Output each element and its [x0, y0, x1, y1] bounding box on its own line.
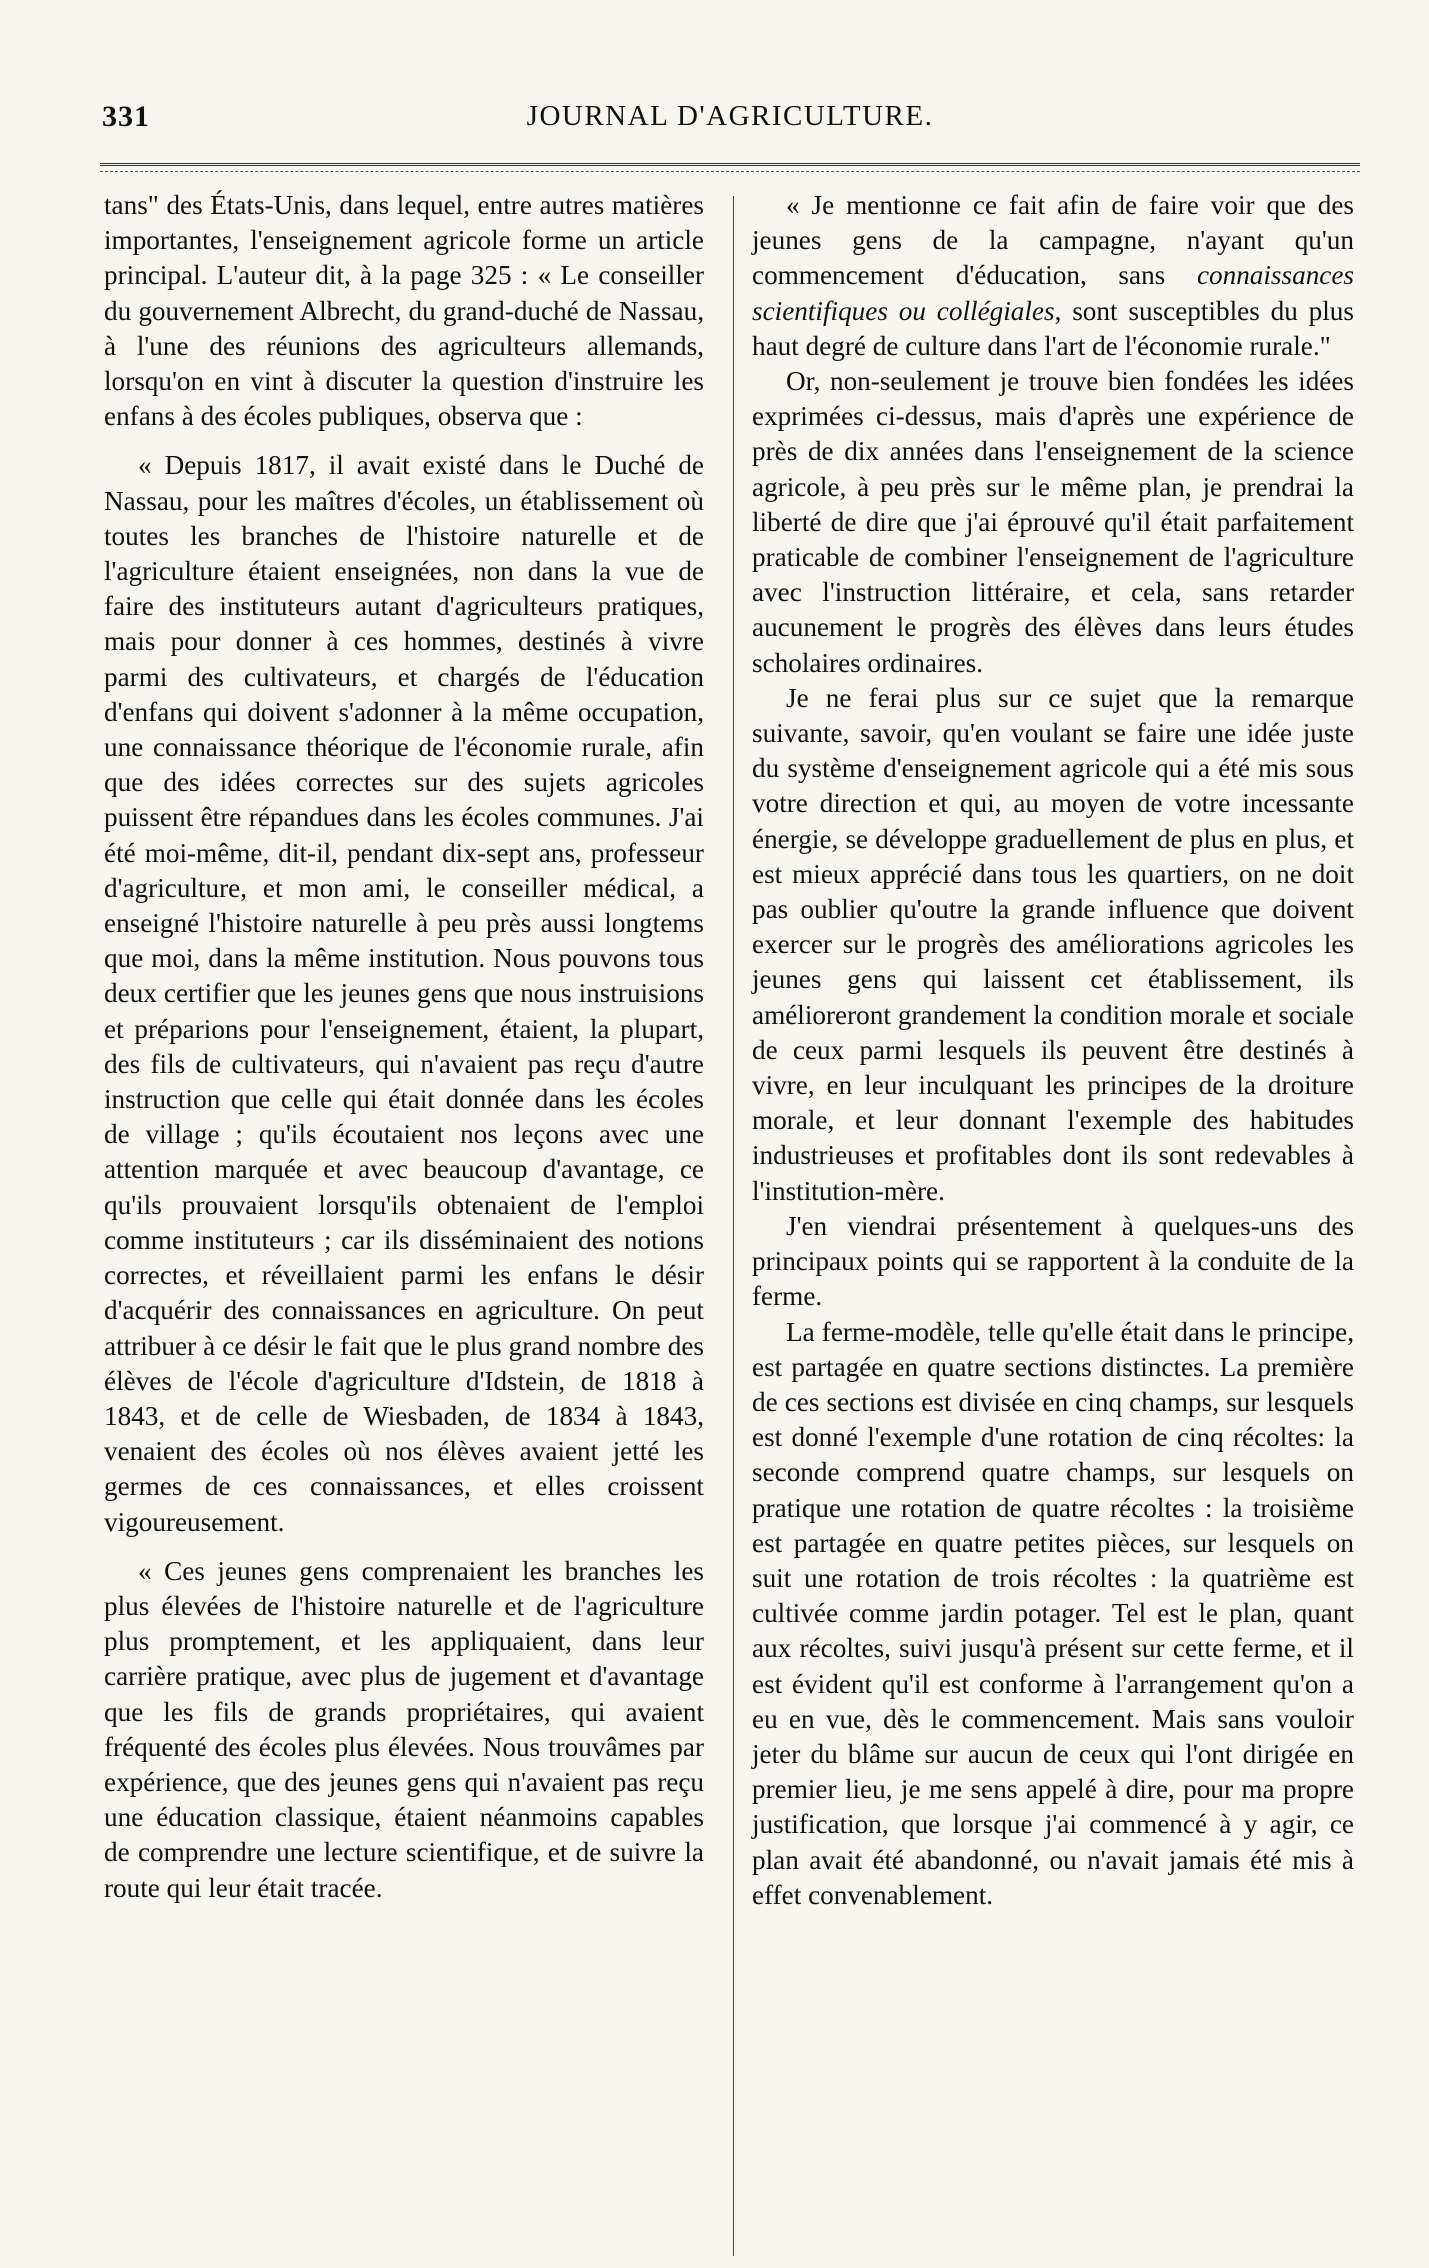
page-number: 331: [102, 100, 150, 133]
left-column: [104, 188, 704, 1906]
paragraph: Je ne ferai plus sur ce sujet que la remarque suivante, savoir, qu'en voulant se faire une idée juste du système d'enseignement agricole qui a été mis sous votre direction et qui, au moyen de votre incessante énergie, se développe graduellement de plus en plus, et est mieux apprécié dans tous les quartiers, on ne doit pas oublier qu'outre la grande influence que doivent exercer sur le progrès des améliorations agricoles les jeunes gens qui laissent cet établissement, ils amélioreront grandement la condition morale et sociale de ceux parmi lesquels ils peuvent être destinés à vivre, en leur inculquant les principes de la droiture morale, et leur donnant l'exemple des habitudes industrieuses et profitables dont ils sont redevables à l'institution-mère.: [752, 682, 1354, 1206]
text-run: « Je mentionne ce fait afin de faire voir que des jeunes gens de la campagne, n'ayant qu'un commencement d'éducation, sans: [752, 190, 1354, 291]
page-header: [100, 100, 1360, 146]
paragraph: [752, 188, 1354, 364]
header-rule: [100, 163, 1360, 166]
column-divider: [733, 196, 734, 2256]
paragraph: « Depuis 1817, il avait existé dans le Duché de Nassau, pour les maîtres d'écoles, un établissement où toutes les branches de l'histoire naturelle et de l'agriculture étaient enseignées, non dans la vue de faire des instituteurs autant d'agriculteurs pratiques, mais pour donner à ces hommes, destinés à vivre parmi des cultivateurs, et chargés de l'éducation d'enfans qui doivent s'adonner à la même occupation, une connaissance théorique de l'économie rurale, afin que des idées correctes sur des sujets agricoles puissent être répandues dans les écoles communes. J'ai été moi-même, dit-il, pendant dix-sept ans, professeur d'agriculture, et mon ami, le conseiller médical, a enseigné l'histoire naturelle à peu près aussi longtems que moi, dans la même institution. Nous pouvons tous deux certifier que les jeunes gens que nous instruisions et préparions pour l'enseignement, étaient, la plupart, des fils de cultivateurs, qui n'avaient pas reçu d'autre instruction que celle qui était donnée dans les écoles de village ; qu'ils écoutaient nos leçons avec une attention marquée et avec beaucoup d'avantage, ce qu'ils prouvaient lorsqu'ils obtenaient de l'emploi comme instituteurs ; car ils disséminaient des notions correctes, et réveillaient parmi les enfans le désir d'acquérir des connaissances en agriculture. On peut attribuer à ce désir le fait que le plus grand nombre des élèves de l'école d'agriculture d'Idstein, de 1818 à 1843, et de celle de Wiesbaden, de 1834 à 1843, venaient des écoles où nos élèves avaient jetté les germes de ces connaissances, et elles croissent vigoureusement.: [104, 450, 704, 1537]
paragraph: La ferme-modèle, telle qu'elle était dans le principe, est partagée en quatre sections distinctes. La première de ces sections est divisée en cinq champs, sur lesquels est donné l'exemple d'une rotation de cinq récoltes: la seconde comprend quatre champs, sur lesquels on pratique une rotation de quatre récoltes : la troisième est partagée en quatre petites pièces, sur lesquels on suit une rotation de trois récoltes : la quatrième est cultivée comme jardin potager. Tel est le plan, quant aux récoltes, suivi jusqu'à présent sur cette ferme, et il est évident qu'il est conforme à l'arrangement qu'on a eu en vue, dès le commencement. Mais sans vouloir jeter du blâme sur aucun de ceux qui l'ont dirigée en premier lieu, je me sens appelé à dire, pour ma propre justification, que lorsque j'ai commencé à y agir, ce plan avait été abandonné, ou n'avait jamais été mis à effet convenablement.: [752, 1316, 1354, 1910]
italic-phrase: connaissances scientifiques ou collégiales: [752, 260, 1354, 326]
running-title: JOURNAL D'AGRICULTURE.: [526, 100, 934, 132]
paragraph: « Ces jeunes gens comprenaient les branches les plus élevées de l'histoire naturelle et de l'agriculture plus promptement, et les appliquaient, dans leur carrière pratique, avec plus de jugement et d'avantage que les fils de grands propriétaires, qui avaient fréquenté des écoles plus élevées. Nous trouvâmes par expérience, que des jeunes gens qui n'avaient pas reçu une éducation classique, étaient néanmoins capables de comprendre une lecture scientifique, et de suivre la route qui leur était tracée.: [104, 1555, 704, 1903]
paragraph: J'en viendrai présentement à quelques-uns des principaux points qui se rapportent à la conduite de la ferme.: [752, 1210, 1354, 1312]
text-run: , sont susceptibles du plus haut degré de culture dans l'art de l'économie rurale.": [752, 295, 1354, 361]
right-column: [752, 188, 1354, 1913]
paragraph: tans" des États-Unis, dans lequel, entre autres matières importantes, l'enseignement agricole forme un article principal. L'auteur dit, à la page 325 : « Le conseiller du gouvernement Albrecht, du grand-duché de Nassau, à l'une des réunions des agriculteurs allemands, lorsqu'on en vint à discuter la question d'instruire les enfans à des écoles publiques, observa que :: [104, 190, 704, 432]
paragraph: Or, non-seulement je trouve bien fondées les idées exprimées ci-dessus, mais d'après une expérience de près de dix années dans l'enseignement de la science agricole, à peu près sur le même plan, je prendrai la liberté de dire que j'ai éprouvé qu'il était parfaitement praticable de combiner l'enseignement de l'agriculture avec l'instruction littéraire, et cela, sans retarder aucunement le progrès des élèves dans leurs études scholaires ordinaires.: [752, 366, 1354, 678]
header-rule-dashed: [100, 171, 1360, 172]
